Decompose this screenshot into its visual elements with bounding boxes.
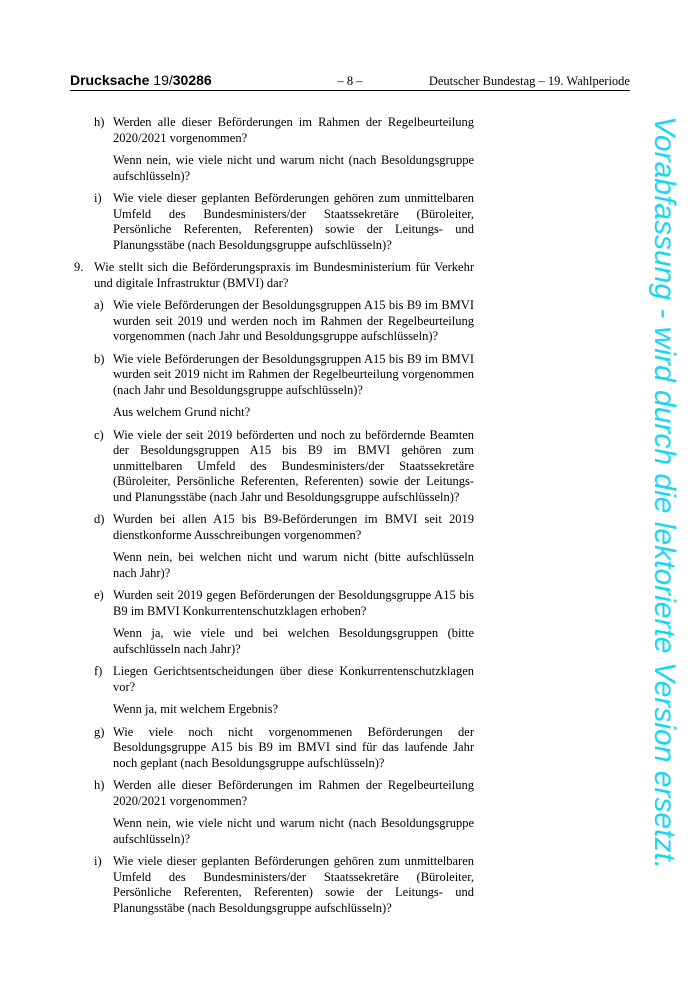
item-followup: Wenn nein, wie viele nicht und warum nicht (nach Besoldungsgruppe aufschlüsseln)? [113,153,474,183]
item-label: i) [94,191,102,205]
item-label: d) [94,512,105,526]
page-number: – 8 – [337,74,363,88]
question-item [74,115,474,146]
question-item [74,191,474,253]
item-label: b) [94,351,105,366]
question-item [74,428,474,506]
item-text: Werden alle dieser Beförderungen im Rahmen der Regelbeurteilung 2020/2021 vorgenommen? [113,115,474,145]
question-item [74,854,474,916]
question-item [74,588,474,619]
question-item [74,512,474,543]
item-followup: Wenn ja, mit welchem Ergebnis? [113,702,279,716]
item-text: Wurden bei allen A15 bis B9-Beförderungen im BMVI seit 2019 dienstkonforme Ausschreibungen vorgenommen? [113,512,474,542]
item-label: a) [94,298,104,312]
item-label: i) [94,854,102,868]
question-item [74,778,474,809]
item-text: Wie viele Beförderungen der Besoldungsgruppen A15 bis B9 im BMVI wurden seit 2019 nicht im Rahmen der Regelbeurteilung vorgenommen (nach Jahr und Besoldungsgruppe aufschlüsseln)? [113,351,474,397]
document-number-prefix: 19/ [153,72,173,88]
item-followup: Aus welchem Grund nicht? [113,405,251,419]
item-followup: Wenn ja, wie viele und bei welchen Besoldungsgruppen (bitte aufschlüsseln nach Jahr)? [113,626,474,656]
page-header [70,72,630,90]
watermark-text: Vorabfassung - wird durch die lektorierte Version ersetzt. [648,116,681,870]
item-text: Wie viele Beförderungen der Besoldungsgruppen A15 bis B9 im BMVI wurden seit 2019 und werden noch im Rahmen der Regelbeurteilung vorgenommen (nach Jahr und Besoldungsgruppe aufschlüsseln)? [113,298,474,343]
item-text: Wie viele noch nicht vorgenommenen Beförderungen der Besoldungsgruppe A15 bis B9 im BMVI sind für das laufende Jahr noch geplant (nach Besoldungsgruppe aufschlüsseln)? [113,724,474,770]
question-9 [74,260,474,291]
document-number-bold: 30286 [172,72,212,88]
item-label: c) [94,427,104,442]
question-item [74,725,474,772]
parliament-period: Deutscher Bundestag – 19. Wahlperiode [428,74,630,88]
item-text: Wie viele der seit 2019 beförderten und noch zu befördernde Beamten der Besoldungsgruppen A15 bis B9 im BMVI gehören zum unmittelbaren Umfeld des Bundesministers/der Staatssekretäre (Büroleiter, Persönliche Referenten, Referenten) sowie der Leitungs- und Planungsstäbe (nach Jahr und Besoldungsgruppe aufschlüsseln)? [113,427,474,504]
item-text: Wie viele dieser geplanten Beförderungen gehören zum unmittelbaren Umfeld des Bundesministers/der Staatssekretäre (Büroleiter, Persönliche Referenten, Referenten) sowie der Leitungs- und Planungsstäbe (nach Besoldungsgruppe aufschlüsseln)? [113,191,474,252]
question-list [74,115,474,923]
question-item [74,298,474,345]
item-label: h) [94,778,105,792]
document-label: Drucksache [70,72,150,88]
item-text: Wie viele dieser geplanten Beförderungen gehören zum unmittelbaren Umfeld des Bundesministers/der Staatssekretäre (Büroleiter, Persönliche Referenten, Referenten) sowie der Leitungs- und Planungsstäbe (nach Besoldungsgruppe aufschlüsseln)? [113,854,474,915]
item-label: h) [94,115,105,129]
header-rule [70,90,630,91]
item-text: Werden alle dieser Beförderungen im Rahmen der Regelbeurteilung 2020/2021 vorgenommen? [113,778,474,808]
item-label: g) [94,724,105,739]
question-item [74,352,474,399]
item-text: Wurden seit 2019 gegen Beförderungen der Besoldungsgruppe A15 bis B9 im BMVI Konkurrentenschutzklagen erhoben? [113,588,474,618]
item-label: 9. [74,260,84,274]
item-followup: Wenn nein, wie viele nicht und warum nicht (nach Besoldungsgruppe aufschlüsseln)? [113,816,474,846]
item-text: Wie stellt sich die Beförderungspraxis im Bundesministerium für Verkehr und digitale Infrastruktur (BMVI) dar? [94,260,474,290]
item-label: e) [94,588,104,602]
question-item [74,664,474,695]
item-text: Liegen Gerichtsentscheidungen über diese Konkurrentenschutzklagen vor? [113,664,474,694]
item-label: f) [94,664,103,678]
draft-watermark [634,116,694,876]
item-followup: Wenn nein, bei welchen nicht und warum nicht (bitte aufschlüsseln nach Jahr)? [113,550,474,580]
